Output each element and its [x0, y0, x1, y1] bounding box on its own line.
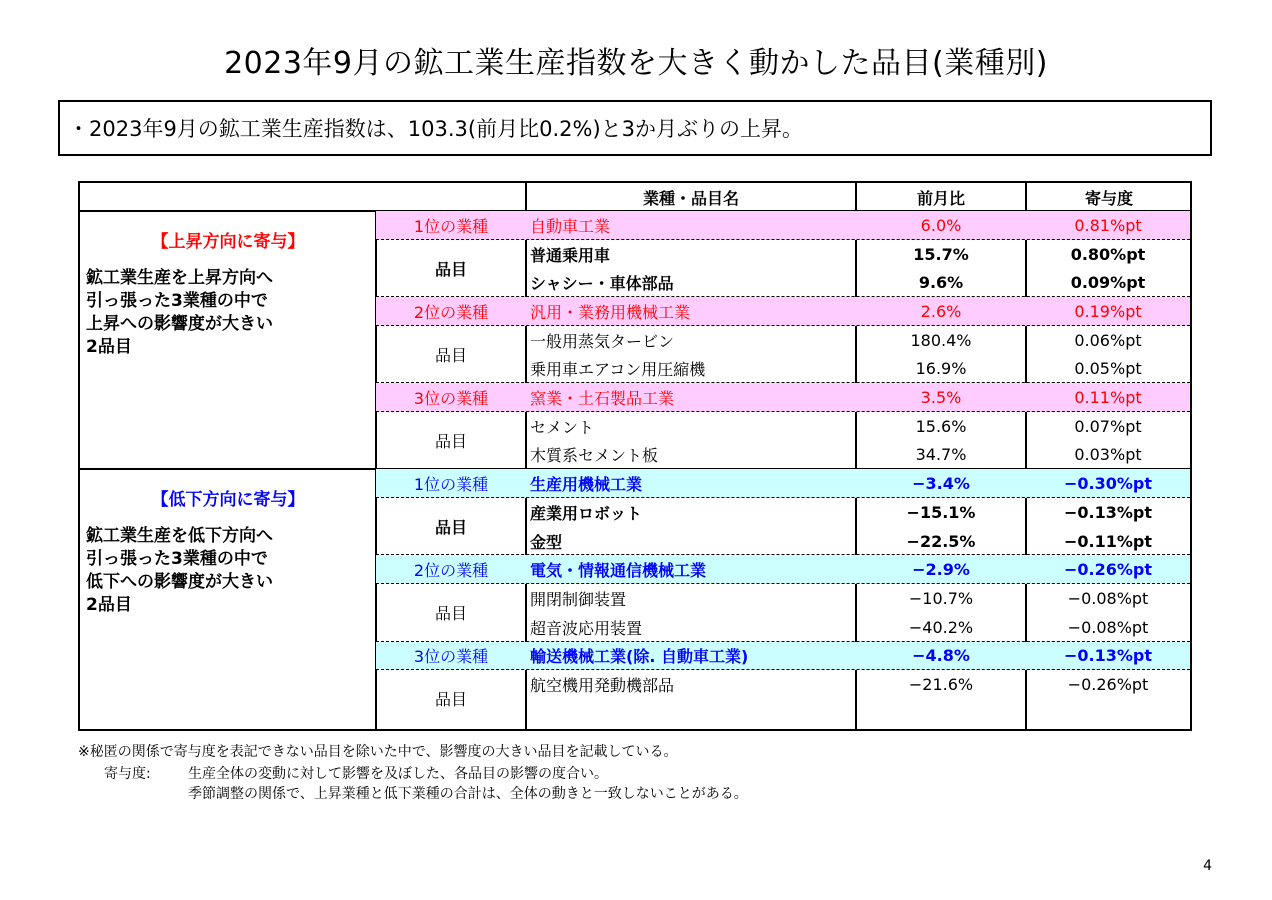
up-industry-mom: 6.0% [920, 215, 962, 235]
up-item-name: シャシー・車体部品 [530, 274, 674, 294]
down-items-label: 品目 [434, 604, 467, 624]
note-contrib-def: 生産全体の変動に対して影響を及ぼした、各品目の影響の度合い。 [188, 766, 608, 782]
down-industry-mom: −4.8% [912, 646, 970, 666]
down-items-label: 品目 [434, 518, 467, 538]
page-title: 2023年9月の鉱工業生産指数を大きく動かした品目(業種別) [224, 46, 1048, 81]
up-item-name: 一般用蒸気タービン [530, 331, 675, 351]
down-item-mom: −21.6% [908, 675, 974, 695]
summary-box [58, 100, 1212, 156]
down-industry-contrib: −0.30%pt [1063, 474, 1152, 494]
up-item-contrib: 0.80%pt [1070, 244, 1146, 264]
down-item-mom: −40.2% [908, 617, 974, 637]
down-item-contrib: −0.11%pt [1063, 531, 1152, 551]
up-section-title: 【上昇方向に寄与】 [151, 232, 305, 252]
up-item-mom: 16.9% [915, 359, 967, 379]
down-item-mom: −10.7% [908, 588, 974, 608]
down-industry-contrib: −0.26%pt [1063, 560, 1152, 580]
section-desc-line: 2品目 [86, 595, 132, 616]
down-industry-mom: −3.4% [912, 474, 970, 494]
up-items-label: 品目 [434, 259, 467, 279]
up-industry-name: 窯業・土石製品工業 [530, 389, 675, 409]
down-industry-name: 輸送機械工業(除. 自動車工業) [530, 647, 749, 667]
up-item-name: 木質系セメント板 [530, 446, 659, 466]
up-industry-contrib: 0.11%pt [1074, 388, 1142, 408]
up-item-mom: 15.7% [913, 244, 969, 264]
down-item-mom: −22.5% [906, 531, 976, 551]
down-item-name: 航空機用発動機部品 [530, 676, 675, 696]
section-desc-line: 鉱工業生産を上昇方向へ [86, 268, 273, 288]
down-item-mom: −15.1% [906, 502, 976, 522]
up-item-mom: 15.6% [915, 416, 967, 436]
up-items-label: 品目 [434, 345, 467, 365]
section-desc-line: 2品目 [86, 337, 132, 357]
down-rank-label: 1位の業種 [413, 475, 489, 495]
up-item-name: セメント [530, 417, 595, 437]
down-item-name: 超音波応用装置 [530, 618, 643, 638]
up-item-mom: 9.6% [918, 273, 964, 293]
up-item-contrib: 0.09%pt [1070, 273, 1146, 293]
down-item-contrib: −0.13%pt [1063, 502, 1152, 522]
up-rank-label: 1位の業種 [413, 216, 489, 236]
header-contrib: 寄与度 [1084, 188, 1133, 208]
section-desc-line: 引っ張った3業種の中で [86, 291, 268, 311]
up-item-contrib: 0.05%pt [1074, 359, 1142, 379]
down-industry-name: 電気・情報通信機械工業 [530, 561, 707, 581]
up-industry-name: 汎用・業務用機械工業 [530, 302, 691, 322]
down-item-contrib: −0.08%pt [1067, 588, 1149, 608]
up-industry-contrib: 0.81%pt [1074, 215, 1142, 235]
page-number: 4 [1203, 858, 1212, 874]
down-industry-contrib: −0.13%pt [1063, 646, 1152, 666]
header-mom: 前月比 [916, 188, 965, 208]
up-industry-mom: 3.5% [920, 388, 962, 408]
up-item-name: 乗用車エアコン用圧縮機 [530, 360, 706, 380]
up-rank-label: 2位の業種 [413, 302, 489, 322]
up-section-desc [86, 267, 372, 359]
summary-text: ・2023年9月の鉱工業生産指数は、103.3(前月比0.2%)と3か月ぶりの上昇。 [68, 117, 804, 141]
down-industry-mom: −2.9% [912, 560, 970, 580]
down-item-name: 金型 [530, 532, 563, 552]
section-desc-line: 低下への影響度が大きい [86, 572, 273, 593]
up-item-contrib: 0.03%pt [1074, 445, 1142, 465]
contribution-table [78, 181, 1192, 731]
section-desc-line: 鉱工業生産を低下方向へ [86, 526, 273, 547]
down-section-desc [86, 525, 372, 617]
up-item-mom: 180.4% [910, 330, 972, 350]
down-rank-label: 2位の業種 [413, 561, 489, 581]
down-item-contrib: −0.08%pt [1067, 617, 1149, 637]
down-section-title: 【低下方向に寄与】 [151, 490, 305, 511]
section-desc-line: 上昇への影響度が大きい [86, 314, 273, 334]
section-desc-line: 引っ張った3業種の中で [86, 549, 268, 570]
down-item-contrib: −0.26%pt [1067, 675, 1149, 695]
down-rank-label: 3位の業種 [413, 647, 489, 667]
note-contrib-label: 寄与度: [104, 766, 151, 782]
down-item-name: 産業用ロボット [530, 503, 643, 523]
header-name: 業種・品目名 [642, 188, 739, 208]
down-industry-name: 生産用機械工業 [530, 475, 643, 495]
up-item-contrib: 0.06%pt [1074, 330, 1142, 350]
up-items-label: 品目 [434, 432, 467, 452]
down-item-name: 開閉制御装置 [530, 589, 627, 609]
note-secrecy: ※秘匿の関係で寄与度を表記できない品目を除いた中で、影響度の大きい品目を記載している。 [78, 744, 678, 760]
down-items-label: 品目 [434, 690, 467, 710]
up-rank-label: 3位の業種 [413, 389, 489, 409]
up-item-name: 普通乗用車 [530, 245, 611, 265]
up-item-contrib: 0.07%pt [1074, 416, 1142, 436]
up-industry-mom: 2.6% [920, 301, 962, 321]
up-item-mom: 34.7% [915, 445, 967, 465]
note-seasonal: 季節調整の関係で、上昇業種と低下業種の合計は、全体の動きと一致しないことがある。 [188, 786, 748, 802]
up-industry-name: 自動車工業 [530, 216, 611, 236]
up-industry-contrib: 0.19%pt [1074, 301, 1142, 321]
